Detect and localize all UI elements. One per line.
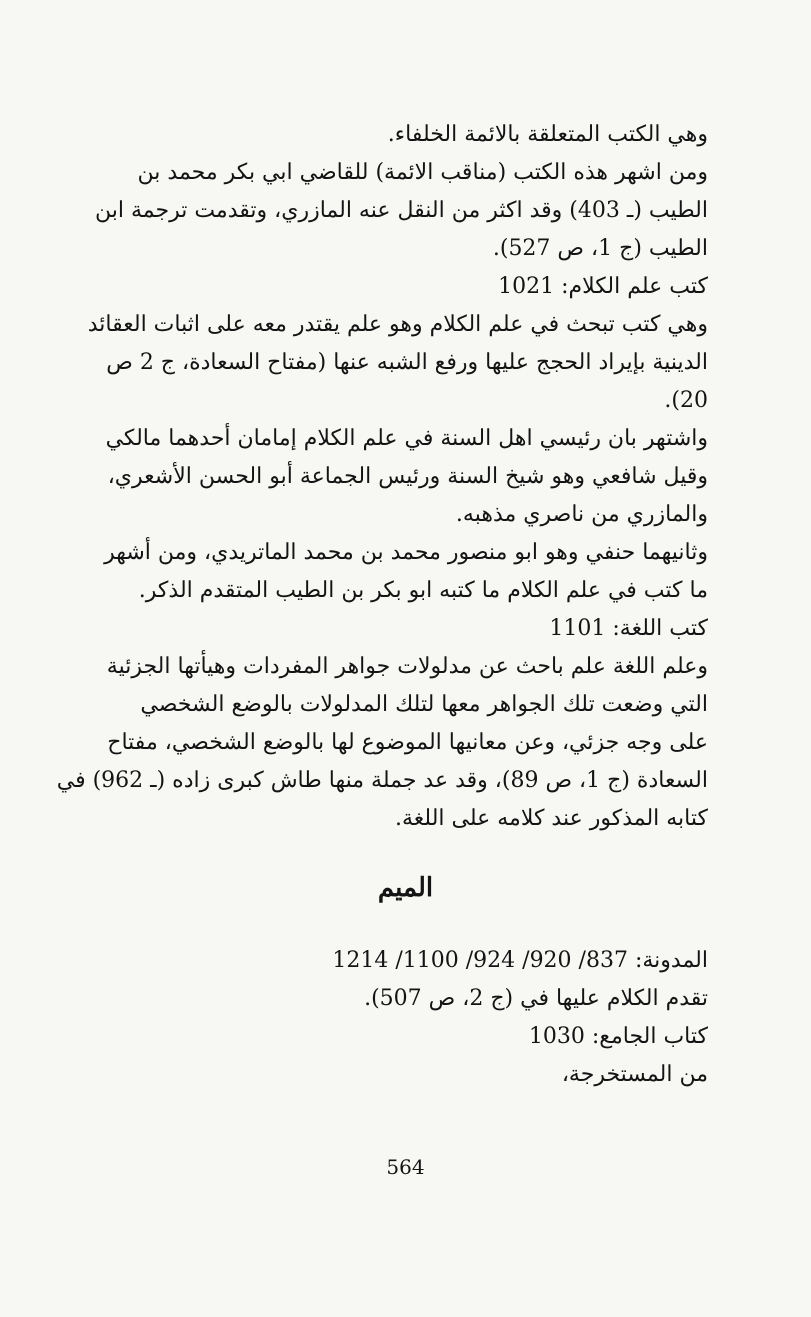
text-line: المدونة: 837/ 920/ 924/ 1100/ 1214	[332, 948, 708, 973]
text-line: واشتهر بان رئيسي اهل السنة في علم الكلام إمامان أحدهما مالكي	[105, 426, 708, 451]
text-line: وقيل شافعي وهو شيخ السنة ورئيس الجماعة أبو الحسن الأشعري،	[107, 464, 708, 489]
text-line: ما كتب في علم الكلام ما كتبه ابو بكر بن الطيب المتقدم الذكر.	[138, 578, 708, 603]
text-line: تقدم الكلام عليها في (ج 2، ص 507).	[364, 986, 708, 1011]
text-line: كتاب الجامع: 1030	[528, 1024, 708, 1049]
section-heading: الميم	[377, 873, 434, 903]
subheading-kutub-al-lugha: كتب اللغة: 1101	[549, 616, 708, 641]
text-line: والمازري من ناصري مذهبه.	[455, 502, 708, 527]
subheading-ilm-al-kalam: كتب علم الكلام: 1021	[498, 274, 708, 299]
text-line: التي وضعت تلك الجواهر معها لتلك المدلولات بالوضع الشخصي	[140, 692, 708, 717]
text-line: السعادة (ج 1، ص 89)، وقد عد جملة منها طاش كبرى زاده (ـ 962) في	[56, 768, 708, 793]
section-text-block	[68, 942, 708, 1094]
text-line: الطيب (ـ 403) وقد اكثر من النقل عنه المازري، وتقدمت ترجمة ابن	[94, 198, 708, 223]
text-line: 20).	[664, 388, 708, 413]
main-text-block	[56, 116, 708, 838]
text-line: ومن اشهر هذه الكتب (مناقب الائمة) للقاضي ابي بكر محمد بن	[137, 160, 708, 185]
text-line: وهي الكتب المتعلقة بالائمة الخلفاء.	[387, 122, 708, 147]
text-line: كتابه المذكور عند كلامه على اللغة.	[395, 806, 708, 831]
text-line: وعلم اللغة علم باحث عن مدلولات جواهر المفردات وهيأتها الجزئية	[106, 654, 708, 679]
text-line: الطيب (ج 1، ص 527).	[492, 236, 708, 261]
text-line: وهي كتب تبحث في علم الكلام وهو علم يقتدر معه على اثبات العقائد	[87, 312, 708, 337]
text-line: الدينية بإيراد الحجج عليها ورفع الشبه عنها (مفتاح السعادة، ج 2 ص	[106, 350, 708, 375]
text-line: على وجه جزئي، وعن معانيها الموضوع لها بالوضع الشخصي، مفتاح	[107, 730, 708, 755]
page-number: 564	[386, 1155, 425, 1179]
text-line: من المستخرجة،	[561, 1062, 708, 1087]
text-line: وثانيهما حنفي وهو ابو منصور محمد بن محمد الماتريدي، ومن أشهر	[104, 540, 708, 565]
